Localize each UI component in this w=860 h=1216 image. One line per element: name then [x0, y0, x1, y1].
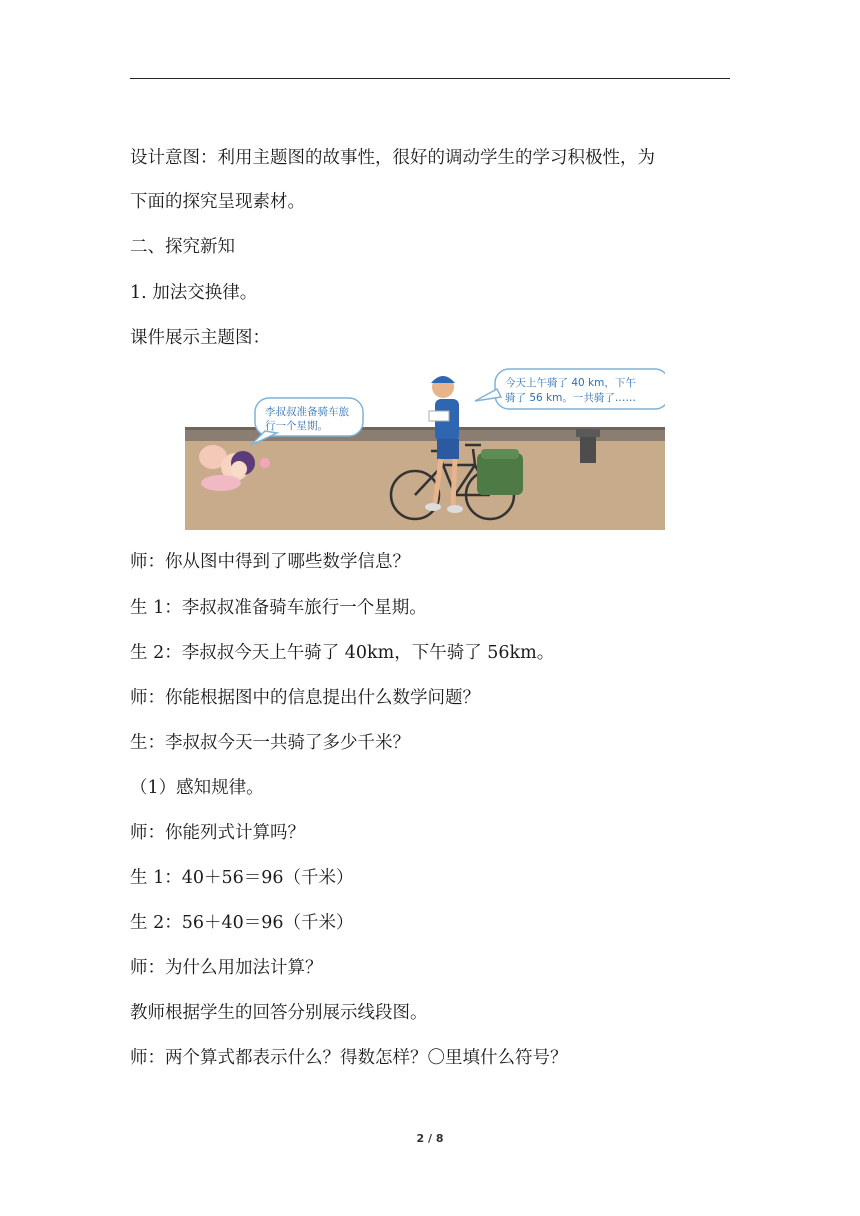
teacher-question-4: 师：为什么用加法计算？ [130, 958, 323, 978]
right-bubble-line-2: 骑了 56 km。一共骑了…… [505, 392, 636, 404]
student-answer-3: 生：李叔叔今天一共骑了多少千米？ [130, 733, 410, 753]
right-bubble-line-1: 今天上午骑了 40 km，下午 [505, 377, 636, 389]
post [580, 433, 596, 463]
student-answer-1: 生 1：李叔叔准备骑车旅行一个星期。 [130, 598, 427, 618]
paragraph-design-intent-1: 设计意图：利用主题图的故事性，很好的调动学生的学习积极性，为 [130, 148, 655, 168]
subsection-heading: 1. 加法交换律。 [130, 283, 258, 303]
student-answer-2: 生 2：李叔叔今天上午骑了 40km，下午骑了 56km。 [130, 643, 555, 663]
teacher-question-5: 师：两个算式都表示什么？得数怎样？〇里填什么符号？ [130, 1048, 568, 1068]
subsection-perceive-rule: （1）感知规律。 [130, 778, 264, 798]
pannier-bag [477, 449, 523, 495]
student-equation-1: 生 1：40＋56＝96（千米） [130, 868, 354, 888]
paragraph-design-intent-2: 下面的探究呈现素材。 [130, 192, 305, 212]
teacher-question-2: 师：你能根据图中的信息提出什么数学问题？ [130, 688, 480, 708]
teacher-action: 教师根据学生的回答分别展示线段图。 [130, 1003, 428, 1023]
section-heading: 二、探究新知 [130, 237, 235, 257]
student-equation-2: 生 2：56＋40＝96（千米） [130, 913, 354, 933]
header-rule [130, 78, 730, 79]
theme-illustration [185, 365, 665, 530]
left-bubble-line-1: 李叔叔准备骑车旅 [265, 406, 349, 418]
paragraph-courseware: 课件展示主题图： [130, 328, 270, 348]
left-bubble-line-2: 行一个星期。 [265, 420, 328, 432]
right-speech-bubble [475, 369, 665, 409]
teacher-question-1: 师：你从图中得到了哪些数学信息？ [130, 552, 410, 572]
teacher-question-3: 师：你能列式计算吗？ [130, 823, 305, 843]
page-number: 2 / 8 [416, 1132, 444, 1145]
